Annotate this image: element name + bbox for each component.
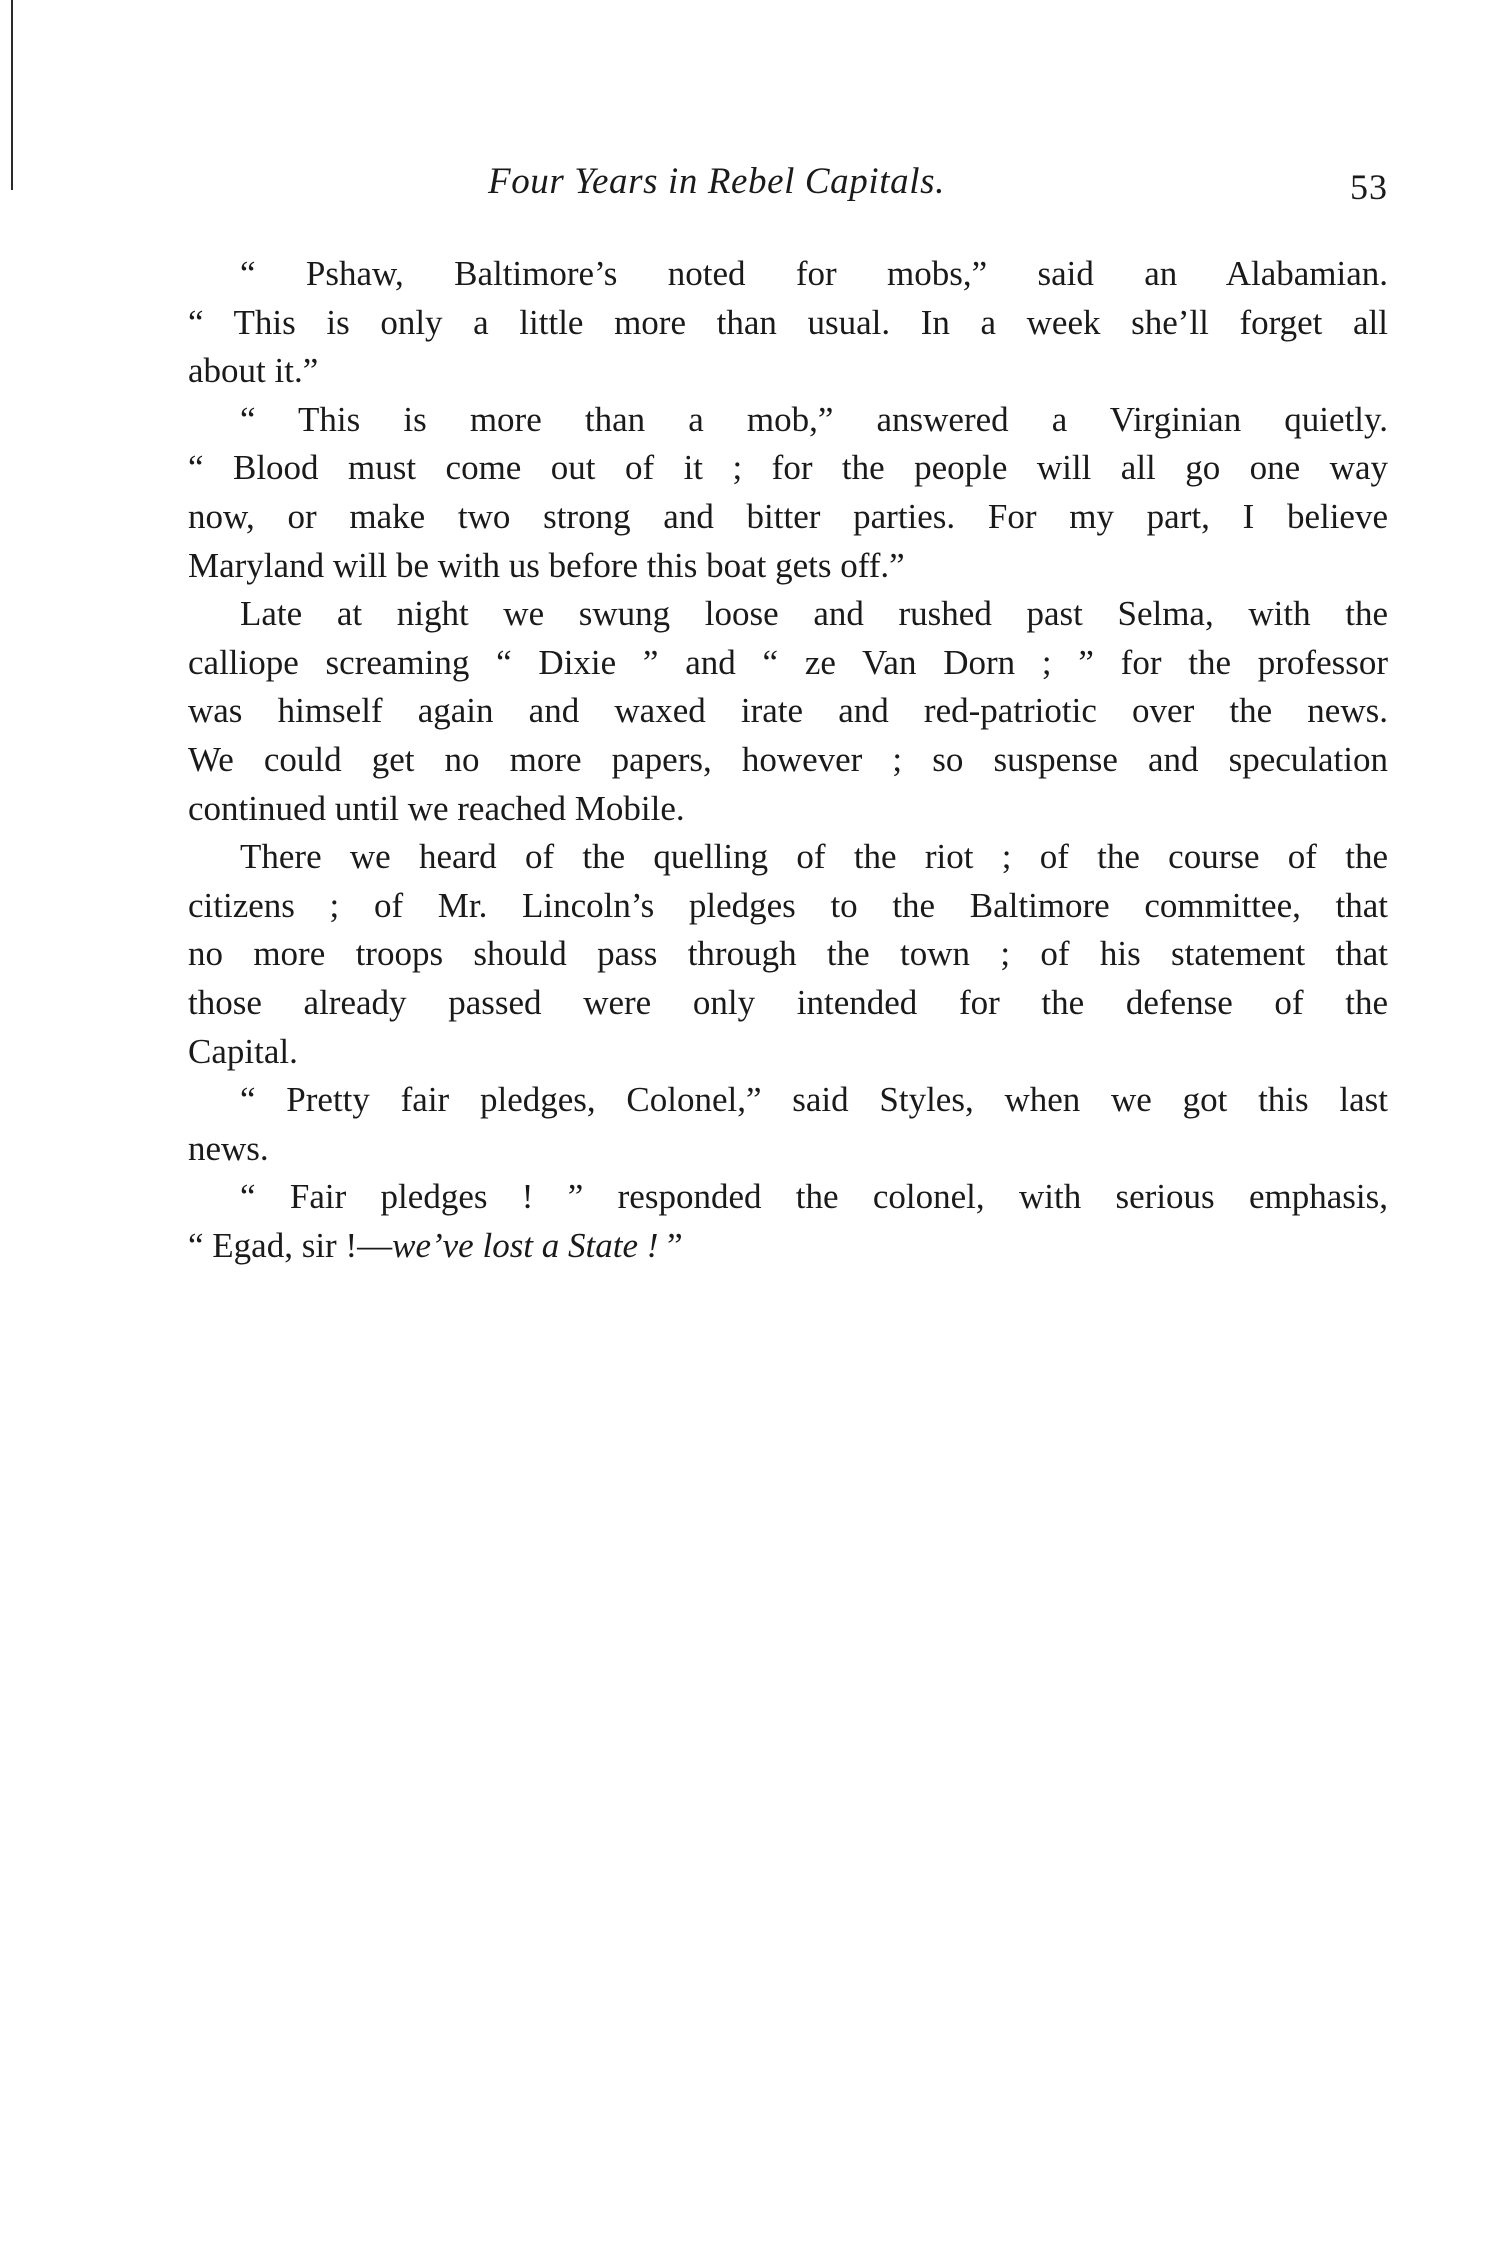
text-line: citizens ; of Mr. Lincoln’s pledges to the Baltimore committee, that [188, 885, 1388, 925]
text-line: We could get no more papers, however ; so suspense and speculation [188, 739, 1388, 779]
text-line: now, or make two strong and bitter parties. For my part, I believe [188, 496, 1388, 536]
text-line: “ Fair pledges ! ” responded the colonel, with serious emphasis, [240, 1177, 1388, 1217]
text-line: “ Pretty fair pledges, Colonel,” said Styles, when we got this last [240, 1080, 1388, 1120]
running-title: Four Years in Rebel Capitals. [488, 161, 945, 202]
text-line: There we heard of the quelling of the riot ; of the course of the [240, 837, 1388, 877]
text-line: those already passed were only intended for the defense of the [188, 982, 1388, 1022]
text-line: “ This is more than a mob,” answered a Virginian quietly. [240, 399, 1388, 439]
final-line-prefix: “ Egad, sir !— [188, 1225, 393, 1265]
running-head [188, 160, 1388, 220]
page-number: 53 [1350, 167, 1388, 207]
text-line: Late at night we swung loose and rushed past Selma, with the [240, 594, 1388, 634]
text-line: “ Blood must come out of it ; for the people will all go one way [188, 448, 1388, 488]
text-line: “ Pshaw, Baltimore’s noted for mobs,” said an Alabamian. [240, 254, 1388, 293]
text-line: no more troops should pass through the town ; of his statement that [188, 934, 1388, 974]
final-line-italic: we’ve lost a State ! [392, 1225, 659, 1265]
text-line-final [188, 1222, 1388, 1271]
text-line: continued until we reached Mobile. [188, 788, 685, 828]
page-edge-line [11, 0, 13, 190]
final-line-suffix: ” [658, 1225, 683, 1265]
text-line: Capital. [188, 1031, 298, 1071]
text-line: Maryland will be with us before this boat gets off.” [188, 545, 905, 585]
text-line: “ This is only a little more than usual. In a week she’ll forget all [188, 302, 1388, 342]
body-text [188, 250, 1388, 1270]
text-line: calliope screaming “ Dixie ” and “ ze Van Dorn ; ” for the professor [188, 642, 1388, 682]
text-line: about it.” [188, 351, 319, 391]
text-line: was himself again and waxed irate and red-patriotic over the news. [188, 691, 1388, 731]
text-line: news. [188, 1128, 269, 1168]
